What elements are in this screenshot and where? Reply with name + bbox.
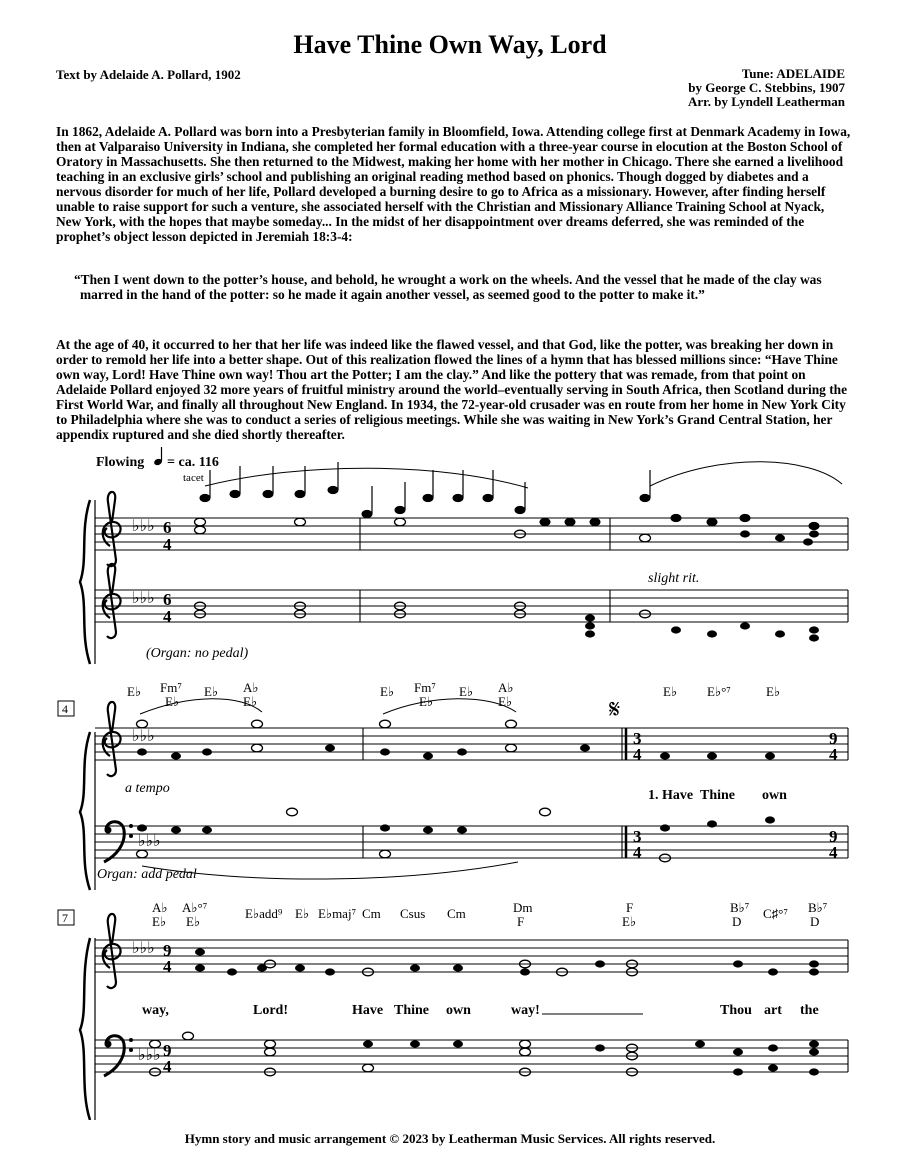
a-tempo-marking: a tempo [125,781,170,796]
chord-symbols [127,680,780,709]
svg-text:E♭: E♭ [152,914,167,929]
story-paragraph-1: In 1862, Adelaide A. Pollard was born into a Presbyterian family in Bloomfield, Iowa. Attending college first at Denmark Academy in Iowa, then at Valparaiso University in Indiana, she completed her formal education with a three-year course in elocution at the Boston School of Oratory in Massachusetts. She then returned to the Midwest, making her home with her mother in Chicago. There she earned a livelihood teaching in an exclusive girls’ school and publishing an original reading method based on phonics. Though dogged by diabetes and a nervous disorder for much of her life, Pollard developed a burning desire to go to Africa as a missionary. However, after finding herself unable to raise support for such a venture, she associated herself with the Christian and Missionary Alliance Training School at Nyack, New York, with the hopes that maybe someday... In the midst of her disappointment over dreams deferred, she was reminded of the prophet’s object lesson depicted in Jeremiah 18:3-4: [56,124,851,244]
tune-line: Tune: ADELAIDE [741,66,845,81]
treble-clef-icon [103,702,121,776]
lyrics-line [142,1003,819,1018]
svg-text:Cm: Cm [447,906,466,921]
time-signature-bottom: 4 [829,843,838,862]
time-signature-bottom: 4 [633,745,642,764]
svg-text:D: D [732,914,742,929]
treble-chords-filled [740,530,819,545]
time-signature-bottom: 4 [633,843,642,862]
svg-text:E♭: E♭ [127,684,142,699]
bass-half-notes [150,1032,638,1076]
svg-text:Fm⁷: Fm⁷ [414,680,436,695]
system-brace [80,938,90,1120]
system-brace [80,500,90,664]
time-signature-top: 9 [829,827,838,846]
melody-notes [200,462,819,530]
svg-text:F: F [517,914,525,929]
treble-quarter-notes [195,948,819,975]
treble-half-notes [265,960,638,976]
tune-line: by George C. Stebbins, 1907 [688,80,845,95]
slight-rit-marking: slight rit. [648,571,700,586]
svg-text:A♭: A♭ [243,680,259,695]
svg-text:E♭: E♭ [498,694,513,709]
svg-text:E♭: E♭ [165,694,180,709]
bass-quarter-notes [363,1040,819,1075]
svg-text:Lord!: Lord! [253,1003,288,1018]
tempo-marking: Flowing [96,455,145,470]
treble-clef-icon [103,914,121,988]
flat-icon: ♭♭♭ [132,518,155,535]
svg-text:own: own [762,788,787,803]
slur [142,862,518,879]
time-signature-bottom: 4 [163,957,172,976]
time-signature-top: 9 [829,729,838,748]
time-signature-bottom: 4 [163,535,172,554]
svg-text:way,: way, [142,1003,169,1018]
treble-clef-icon [103,492,121,566]
svg-text:E♭maj⁷: E♭maj⁷ [318,906,357,921]
svg-text:Thine: Thine [700,788,736,803]
svg-text:E♭add⁹: E♭add⁹ [245,906,283,921]
system-brace [80,732,90,890]
time-signature-bottom: 4 [163,607,172,626]
time-signature-top: 3 [633,729,642,748]
slur [205,468,528,488]
svg-text:A♭: A♭ [498,680,514,695]
svg-text:E♭°⁷: E♭°⁷ [707,684,731,699]
tune-credit [688,67,845,109]
svg-text:E♭: E♭ [295,906,310,921]
svg-text:way!: way! [511,1003,540,1018]
svg-text:E♭: E♭ [766,684,781,699]
time-signature-top: 3 [633,827,642,846]
svg-text:Thine: Thine [394,1003,430,1018]
svg-text:E♭: E♭ [419,694,434,709]
svg-text:B♭⁷: B♭⁷ [808,900,828,915]
segno-icon: 𝄋 [609,695,621,724]
system-3 [58,900,848,1120]
flat-icon: ♭♭♭ [138,1047,161,1064]
svg-text:art: art [764,1003,782,1018]
svg-text:E♭: E♭ [622,914,637,929]
quarter-note-icon [153,447,163,466]
svg-text:A♭°⁷: A♭°⁷ [182,900,208,915]
svg-text:E♭: E♭ [186,914,201,929]
treble-staff [95,518,848,550]
svg-text:Cm: Cm [362,906,381,921]
svg-text:1. Have: 1. Have [648,788,694,803]
svg-text:E♭: E♭ [459,684,474,699]
bass-staff [95,590,848,622]
measure-number: 4 [62,702,68,716]
time-signature-bottom: 4 [829,745,838,764]
tacet-marking: tacet [183,472,204,484]
svg-text:Fm⁷: Fm⁷ [160,680,182,695]
svg-text:B♭⁷: B♭⁷ [730,900,750,915]
text-credit: Text by Adelaide A. Pollard, 1902 [56,67,241,82]
flat-icon: ♭♭♭ [132,940,155,957]
bass-quarter-notes [137,816,775,833]
organ-add-pedal-marking: Organ: add pedal [97,867,197,882]
time-signature-top: 9 [163,1041,172,1060]
svg-text:E♭: E♭ [204,684,219,699]
system-1 [80,447,848,664]
system-2 [58,680,848,890]
svg-text:Dm: Dm [513,900,533,915]
organ-no-pedal-marking: (Organ: no pedal) [146,646,249,661]
slur [383,699,516,714]
bass-half-notes [137,808,671,862]
story-paragraph-2: At the age of 40, it occurred to her that her life was indeed like the flawed vessel, and that God, like the potter, was breaking her down in order to remold her life into a better shape. Out of this realization flowed the lines of a hymn that has blessed millions since: “Have Thine own way, Lord! Have Thine own way! Thou art the Potter; I am the clay.” And like the pottery that was remade, from that point on Adelaide Pollard enjoyed 32 more years of fruitful ministry around the world–eventually serving in South Africa, then Scotland during the First World War, and finally all throughout New England. In 1934, the 72-year-old crusader was en route from her home in New York City to Philadelphia where she was to conduct a series of religious meetings. While she was waiting in New York’s Grand Central Station, her appendix ruptured and she died shortly thereafter. [56,337,848,442]
lower-chords [195,602,651,618]
flat-icon: ♭♭♭ [132,728,155,745]
svg-text:Thou: Thou [720,1003,752,1018]
svg-text:E♭: E♭ [663,684,678,699]
flat-icon: ♭♭♭ [132,590,155,607]
svg-text:own: own [446,1003,471,1018]
treble-staff [95,940,848,972]
copyright-footer: Hymn story and music arrangement © 2023 by Leatherman Music Services. All rights reserved. [184,1131,716,1146]
page-title: Have Thine Own Way, Lord [293,30,607,59]
music-score [0,440,900,1120]
flat-icon: ♭♭♭ [138,833,161,850]
svg-text:E♭: E♭ [380,684,395,699]
svg-text:A♭: A♭ [152,900,168,915]
tempo-value: = ca. 116 [167,455,219,470]
svg-text:Have: Have [352,1003,384,1018]
time-signature-top: 6 [163,518,172,537]
lower-notes [585,614,819,641]
treble-clef-icon [103,564,121,638]
svg-text:the: the [800,1003,819,1018]
svg-text:D: D [810,914,820,929]
slur [650,462,842,486]
treble-chords [195,518,651,542]
svg-text:Csus: Csus [400,906,426,921]
svg-text:F: F [626,900,634,915]
svg-text:E♭: E♭ [243,694,258,709]
time-signature-top: 9 [163,941,172,960]
time-signature-bottom: 4 [163,1057,172,1076]
time-signature-top: 6 [163,590,172,609]
scripture-quote: “Then I went down to the potter’s house, and behold, he wrought a work on the wheels. And the vessel that he made of the clay was marred in the hand of the potter: so he made it again another vessel, as seemed good to the potter to make it.” [73,272,822,302]
tune-line: Arr. by Lyndell Leatherman [688,94,845,109]
chord-symbols [152,900,827,929]
lyrics-line [648,788,787,803]
svg-text:C♯°⁷: C♯°⁷ [763,906,788,921]
measure-number: 7 [62,911,68,925]
bass-staff [95,1040,848,1072]
